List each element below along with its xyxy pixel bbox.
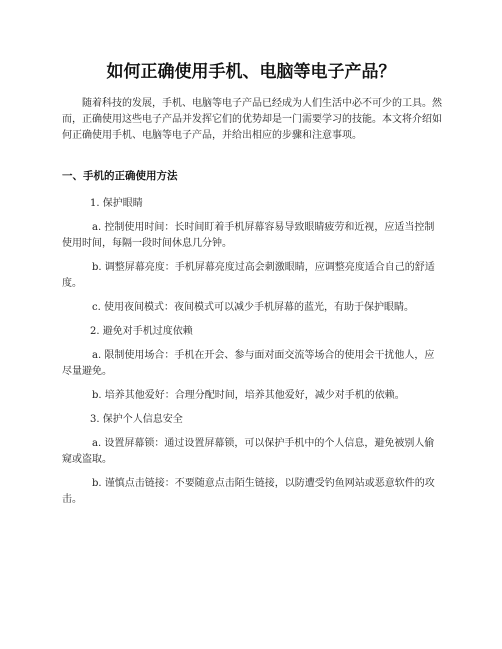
subheading-protect-eyes: 1. 保护眼睛 (90, 198, 143, 209)
section-heading-phone-usage: 一、手机的正确使用方法 (62, 170, 178, 182)
intro-paragraph: 随着科技的发展，手机、电脑等电子产品已经成为人们生活中必不可少的工具。然而，正确使用这些电子产品并发挥它们的优势却是一门需要学习的技能。本文将介绍如何正确使用手机、电脑等电子产品，并给出相应的步骤和注意事项。 (62, 98, 442, 141)
item-limit-occasions: a. 限制使用场合：手机在开会、参与面对面交流等场合的使用会干扰他人，应尽量避免。 (62, 350, 435, 377)
document-title: 如何正确使用手机、电脑等电子产品？ (106, 62, 396, 82)
item-screen-lock: a. 设置屏幕锁：通过设置屏幕锁，可以保护手机中的个人信息，避免被别人偷窥或盗取。 (62, 438, 435, 465)
item-night-mode: c. 使用夜间模式：夜间模式可以减少手机屏幕的蓝光，有助于保护眼睛。 (92, 302, 414, 313)
item-adjust-brightness: b. 调整屏幕亮度：手机屏幕亮度过高会刺激眼睛，应调整亮度适合自己的舒适度。 (62, 262, 435, 289)
item-control-time: a. 控制使用时间：长时间盯着手机屏幕容易导致眼睛疲劳和近视，应适当控制使用时间，每隔一段时间休息几分钟。 (62, 222, 435, 249)
subheading-info-security: 3. 保护个人信息安全 (90, 414, 183, 425)
subheading-avoid-dependence: 2. 避免对手机过度依赖 (90, 326, 193, 337)
item-other-hobbies: b. 培养其他爱好：合理分配时间，培养其他爱好，减少对手机的依赖。 (92, 390, 405, 401)
item-careful-links: b. 谨慎点击链接：不要随意点击陌生链接，以防遭受钓鱼网站或恶意软件的攻击。 (62, 478, 435, 505)
